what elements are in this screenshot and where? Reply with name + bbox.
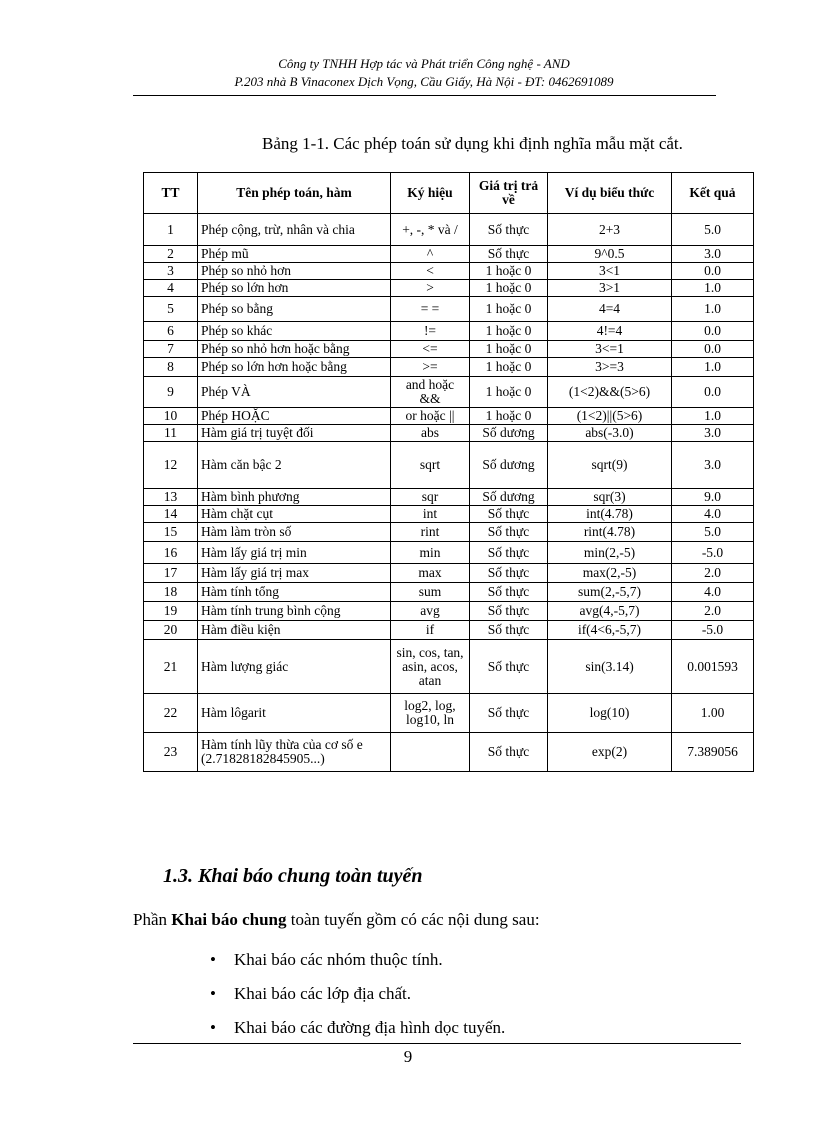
cell-name: Hàm tính trung bình cộng	[198, 602, 391, 621]
header-address: P.203 nhà B Vinaconex Dịch Vọng, Cầu Giấy, Hà Nội - ĐT: 0462691089	[234, 74, 614, 89]
cell-name: Hàm lấy giá trị max	[198, 564, 391, 583]
page-header	[133, 55, 715, 91]
table-body	[144, 214, 754, 772]
cell-return: Số thực	[470, 246, 548, 263]
cell-result: 7.389056	[672, 733, 754, 772]
cell-return: 1 hoặc 0	[470, 322, 548, 341]
cell-result: -5.0	[672, 621, 754, 640]
intro-suffix: toàn tuyến gồm có các nội dung sau:	[286, 910, 540, 929]
cell-example: 3>1	[548, 280, 672, 297]
cell-tt: 20	[144, 621, 198, 640]
bullet-list	[210, 950, 505, 1052]
cell-result: -5.0	[672, 542, 754, 564]
list-item-text: Khai báo các nhóm thuộc tính.	[234, 950, 443, 969]
cell-result: 4.0	[672, 506, 754, 523]
cell-name: Hàm căn bậc 2	[198, 442, 391, 489]
cell-return: 1 hoặc 0	[470, 297, 548, 322]
cell-name: Hàm lượng giác	[198, 640, 391, 694]
footer-divider	[133, 1043, 741, 1044]
cell-tt: 10	[144, 408, 198, 425]
cell-symbol: !=	[391, 322, 470, 341]
cell-example: 3>=3	[548, 358, 672, 377]
table-row	[144, 408, 754, 425]
cell-return: 1 hoặc 0	[470, 280, 548, 297]
table-row	[144, 358, 754, 377]
cell-example: (1<2)||(5>6)	[548, 408, 672, 425]
table-row	[144, 523, 754, 542]
cell-symbol: log2, log, log10, ln	[391, 694, 470, 733]
cell-return: Số thực	[470, 214, 548, 246]
cell-result: 0.0	[672, 263, 754, 280]
cell-return: Số thực	[470, 602, 548, 621]
operations-table	[143, 172, 754, 772]
cell-tt: 16	[144, 542, 198, 564]
cell-example: 3<1	[548, 263, 672, 280]
cell-return: 1 hoặc 0	[470, 377, 548, 408]
cell-tt: 2	[144, 246, 198, 263]
table-row	[144, 583, 754, 602]
cell-result: 1.0	[672, 358, 754, 377]
header-result: Kết quả	[672, 173, 754, 214]
cell-return: Số thực	[470, 583, 548, 602]
list-item-text: Khai báo các đường địa hình dọc tuyến.	[234, 1018, 506, 1037]
table-row	[144, 341, 754, 358]
cell-symbol: sqrt	[391, 442, 470, 489]
cell-result: 9.0	[672, 489, 754, 506]
cell-return: Số thực	[470, 621, 548, 640]
cell-example: sqr(3)	[548, 489, 672, 506]
cell-name: Hàm bình phương	[198, 489, 391, 506]
cell-name: Phép so lớn hơn	[198, 280, 391, 297]
cell-example: log(10)	[548, 694, 672, 733]
cell-example: 4=4	[548, 297, 672, 322]
cell-return: Số thực	[470, 564, 548, 583]
cell-symbol: +, -, * và /	[391, 214, 470, 246]
cell-return: 1 hoặc 0	[470, 358, 548, 377]
cell-example: exp(2)	[548, 733, 672, 772]
cell-tt: 1	[144, 214, 198, 246]
cell-return: Số thực	[470, 694, 548, 733]
cell-result: 3.0	[672, 442, 754, 489]
cell-name: Phép HOẶC	[198, 408, 391, 425]
cell-return: 1 hoặc 0	[470, 341, 548, 358]
cell-example: 9^0.5	[548, 246, 672, 263]
cell-symbol: abs	[391, 425, 470, 442]
cell-result: 5.0	[672, 523, 754, 542]
cell-return: Số dương	[470, 489, 548, 506]
cell-tt: 14	[144, 506, 198, 523]
cell-return: 1 hoặc 0	[470, 408, 548, 425]
cell-return: Số thực	[470, 542, 548, 564]
table-header-row	[144, 173, 754, 214]
cell-example: if(4<6,-5,7)	[548, 621, 672, 640]
header-divider	[133, 95, 716, 96]
cell-name: Hàm giá trị tuyệt đối	[198, 425, 391, 442]
table-row	[144, 442, 754, 489]
cell-result: 0.0	[672, 341, 754, 358]
cell-symbol: >	[391, 280, 470, 297]
cell-symbol: sin, cos, tan, asin, acos, atan	[391, 640, 470, 694]
cell-example: 3<=1	[548, 341, 672, 358]
cell-example: avg(4,-5,7)	[548, 602, 672, 621]
cell-symbol: ^	[391, 246, 470, 263]
cell-name: Phép so bằng	[198, 297, 391, 322]
cell-symbol: sqr	[391, 489, 470, 506]
cell-name: Phép VÀ	[198, 377, 391, 408]
table-row	[144, 542, 754, 564]
cell-tt: 13	[144, 489, 198, 506]
cell-return: Số thực	[470, 640, 548, 694]
cell-name: Hàm làm tròn số	[198, 523, 391, 542]
cell-return: Số dương	[470, 442, 548, 489]
cell-result: 2.0	[672, 602, 754, 621]
cell-symbol: avg	[391, 602, 470, 621]
table-row	[144, 246, 754, 263]
cell-return: Số dương	[470, 425, 548, 442]
cell-example: sin(3.14)	[548, 640, 672, 694]
cell-result: 0.0	[672, 377, 754, 408]
cell-result: 2.0	[672, 564, 754, 583]
intro-bold: Khai báo chung	[171, 910, 287, 929]
table-row	[144, 621, 754, 640]
table-row	[144, 425, 754, 442]
header-company: Công ty TNHH Hợp tác và Phát triển Công nghệ - AND	[278, 56, 570, 71]
cell-symbol: min	[391, 542, 470, 564]
cell-tt: 18	[144, 583, 198, 602]
cell-tt: 21	[144, 640, 198, 694]
cell-return: 1 hoặc 0	[470, 263, 548, 280]
cell-return: Số thực	[470, 523, 548, 542]
bullet-icon: •	[210, 984, 216, 1003]
cell-symbol: <=	[391, 341, 470, 358]
cell-name: Hàm chặt cụt	[198, 506, 391, 523]
cell-symbol: int	[391, 506, 470, 523]
cell-result: 0.0	[672, 322, 754, 341]
cell-tt: 9	[144, 377, 198, 408]
cell-symbol: = =	[391, 297, 470, 322]
cell-name: Hàm điều kiện	[198, 621, 391, 640]
cell-result: 1.00	[672, 694, 754, 733]
cell-tt: 23	[144, 733, 198, 772]
table-row	[144, 640, 754, 694]
intro-prefix: Phần	[133, 910, 172, 929]
cell-result: 5.0	[672, 214, 754, 246]
cell-tt: 12	[144, 442, 198, 489]
cell-tt: 11	[144, 425, 198, 442]
table-row	[144, 602, 754, 621]
table-row	[144, 214, 754, 246]
cell-result: 1.0	[672, 408, 754, 425]
cell-return: Số thực	[470, 733, 548, 772]
cell-symbol: <	[391, 263, 470, 280]
table-row	[144, 694, 754, 733]
list-item-text: Khai báo các lớp địa chất.	[234, 984, 412, 1003]
cell-result: 3.0	[672, 246, 754, 263]
cell-symbol: max	[391, 564, 470, 583]
cell-symbol: sum	[391, 583, 470, 602]
table-row	[144, 280, 754, 297]
cell-name: Hàm lấy giá trị min	[198, 542, 391, 564]
cell-name: Phép so khác	[198, 322, 391, 341]
header-return: Giá trị trả về	[470, 173, 548, 214]
cell-result: 3.0	[672, 425, 754, 442]
list-item	[210, 984, 505, 1018]
header-symbol: Ký hiệu	[391, 173, 470, 214]
cell-example: max(2,-5)	[548, 564, 672, 583]
cell-example: (1<2)&&(5>6)	[548, 377, 672, 408]
section-title: 1.3. Khai báo chung toàn tuyến	[163, 865, 423, 887]
cell-symbol: or hoặc ||	[391, 408, 470, 425]
cell-tt: 22	[144, 694, 198, 733]
cell-result: 1.0	[672, 297, 754, 322]
cell-example: min(2,-5)	[548, 542, 672, 564]
cell-example: 2+3	[548, 214, 672, 246]
table-row	[144, 263, 754, 280]
cell-example: sqrt(9)	[548, 442, 672, 489]
table-row	[144, 506, 754, 523]
table-caption: Bảng 1-1. Các phép toán sử dụng khi định nghĩa mẫu mặt cắt.	[262, 134, 683, 153]
table-row	[144, 564, 754, 583]
cell-tt: 5	[144, 297, 198, 322]
cell-tt: 7	[144, 341, 198, 358]
cell-name: Phép so nhỏ hơn	[198, 263, 391, 280]
cell-name: Hàm tính lũy thừa của cơ số e (2.71828182845905...)	[198, 733, 391, 772]
cell-name: Phép so nhỏ hơn hoặc bằng	[198, 341, 391, 358]
cell-tt: 4	[144, 280, 198, 297]
cell-example: 4!=4	[548, 322, 672, 341]
cell-tt: 3	[144, 263, 198, 280]
header-example: Ví dụ biểu thức	[548, 173, 672, 214]
table-row	[144, 489, 754, 506]
cell-example: rint(4.78)	[548, 523, 672, 542]
cell-tt: 6	[144, 322, 198, 341]
cell-name: Phép mũ	[198, 246, 391, 263]
header-tt: TT	[144, 173, 198, 214]
cell-example: int(4.78)	[548, 506, 672, 523]
cell-return: Số thực	[470, 506, 548, 523]
bullet-icon: •	[210, 1018, 216, 1037]
intro-paragraph	[133, 910, 540, 930]
cell-symbol: and hoặc &&	[391, 377, 470, 408]
cell-tt: 8	[144, 358, 198, 377]
cell-name: Hàm lôgarit	[198, 694, 391, 733]
table-row	[144, 297, 754, 322]
cell-symbol: if	[391, 621, 470, 640]
cell-tt: 15	[144, 523, 198, 542]
cell-tt: 19	[144, 602, 198, 621]
cell-name: Phép so lớn hơn hoặc bằng	[198, 358, 391, 377]
cell-symbol: >=	[391, 358, 470, 377]
list-item	[210, 950, 505, 984]
cell-symbol	[391, 733, 470, 772]
bullet-icon: •	[210, 950, 216, 969]
cell-name: Hàm tính tổng	[198, 583, 391, 602]
header-name: Tên phép toán, hàm	[198, 173, 391, 214]
cell-result: 1.0	[672, 280, 754, 297]
cell-name: Phép cộng, trừ, nhân và chia	[198, 214, 391, 246]
page-number: 9	[403, 1047, 413, 1066]
cell-result: 4.0	[672, 583, 754, 602]
table-row	[144, 322, 754, 341]
cell-result: 0.001593	[672, 640, 754, 694]
cell-symbol: rint	[391, 523, 470, 542]
table-row	[144, 733, 754, 772]
table-row	[144, 377, 754, 408]
cell-tt: 17	[144, 564, 198, 583]
cell-example: sum(2,-5,7)	[548, 583, 672, 602]
cell-example: abs(-3.0)	[548, 425, 672, 442]
